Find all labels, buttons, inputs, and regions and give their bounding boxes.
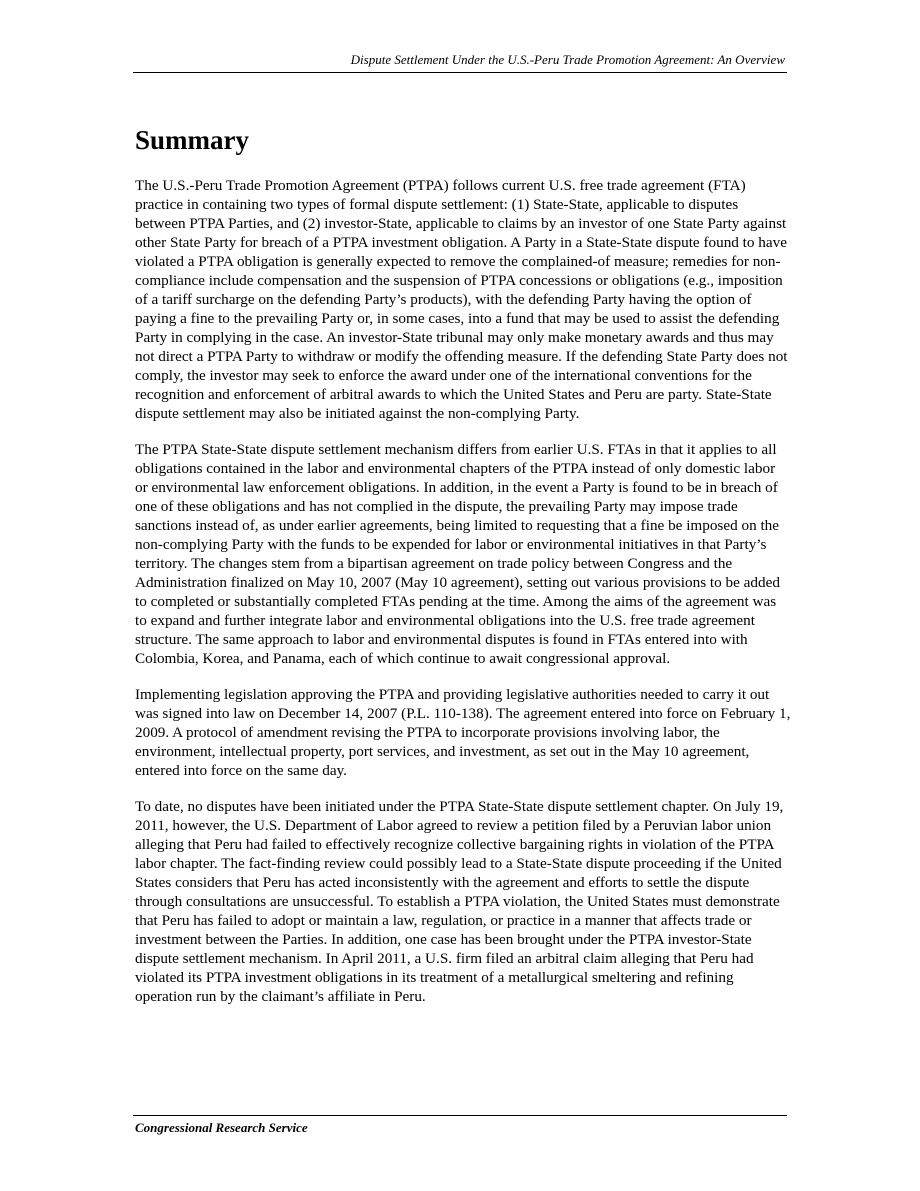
page-title: Summary [135, 125, 249, 155]
footer-divider [133, 1115, 787, 1116]
running-header [133, 52, 787, 73]
summary-paragraph-2: The PTPA State-State dispute settlement mechanism differs from earlier U.S. FTAs in that it applies to all obligations contained in the labor and environmental chapters of the PTPA instead of only domestic labor or environmental law enforcement obligations. In addition, in the event a Party is found to be in breach of one of these obligations and has not complied in the dispute, the prevailing Party may impose trade sanctions instead of, as under earlier agreements, being limited to requesting that a fine be imposed on the non-complying Party with the funds to be expended for labor or environmental initiatives in that Party’s territory. The changes stem from a bipartisan agreement on trade policy between Congress and the Administration finalized on May 10, 2007 (May 10 agreement), setting out various provisions to be added to completed or substantially completed FTAs pending at the time. Among the aims of the agreement was to expand and further integrate labor and environmental obligations into the U.S. free trade agreement structure. The same approach to labor and environmental disputes is found in FTAs entered into with Colombia, Korea, and Panama, each of which continue to await congressional approval. [135, 441, 780, 667]
summary-paragraph-4: To date, no disputes have been initiated under the PTPA State-State dispute settlement chapter. On July 19, 2011, however, the U.S. Department of Labor agreed to review a petition filed by a Peruvian labor union alleging that Peru had failed to effectively recognize collective bargaining rights in violation of the PTPA labor chapter. The fact-finding review could possibly lead to a State-State dispute proceeding if the United States considers that Peru has acted inconsistently with the agreement and efforts to settle the dispute through consultations are unsuccessful. To establish a PTPA violation, the United States must demonstrate that Peru has failed to adopt or maintain a law, regulation, or practice in a manner that affects trade or investment between the Parties. In addition, one case has been brought under the PTPA investor-State dispute settlement mechanism. In April 2011, a U.S. firm filed an arbitral claim alleging that Peru had violated its PTPA investment obligations in its treatment of a metallurgical smeltering and refining operation run by the claimant’s affiliate in Peru. [135, 798, 784, 1005]
summary-paragraph-1: The U.S.-Peru Trade Promotion Agreement (PTPA) follows current U.S. free trade agreement (FTA) practice in containing two types of formal dispute settlement: (1) State-State, applicable to disputes between PTPA Parties, and (2) investor-State, applicable to claims by an investor of one State Party against other State Party for breach of a PTPA investment obligation. A Party in a State-State dispute found to have violated a PTPA obligation is generally expected to remove the complained-of measure; remedies for non-compliance include compensation and the suspension of PTPA concessions or obligations (e.g., imposition of a tariff surcharge on the defending Party’s products), with the defending Party having the option of paying a fine to the prevailing Party or, in some cases, into a fund that may be used to assist the defending Party in complying in the case. An investor-State tribunal may only make monetary awards and thus may not direct a PTPA Party to withdraw or modify the offending measure. If the defending State Party does not comply, the investor may seek to enforce the award under one of the international conventions for the recognition and enforcement of arbitral awards to which the United States and Peru are party. State-State dispute settlement may also be initiated against the non-complying Party. [135, 177, 788, 422]
summary-paragraph-3: Implementing legislation approving the PTPA and providing legislative authorities needed to carry it out was signed into law on December 14, 2007 (P.L. 110-138). The agreement entered into force on February 1, 2009. A protocol of amendment revising the PTPA to incorporate provisions involving labor, the environment, intellectual property, port services, and investment, as set out in the May 10 agreement, entered into force on the same day. [135, 686, 791, 779]
footer-organization: Congressional Research Service [135, 1120, 308, 1135]
summary-body [135, 176, 791, 1023]
running-header-title: Dispute Settlement Under the U.S.-Peru Trade Promotion Agreement: An Overview [350, 52, 785, 67]
